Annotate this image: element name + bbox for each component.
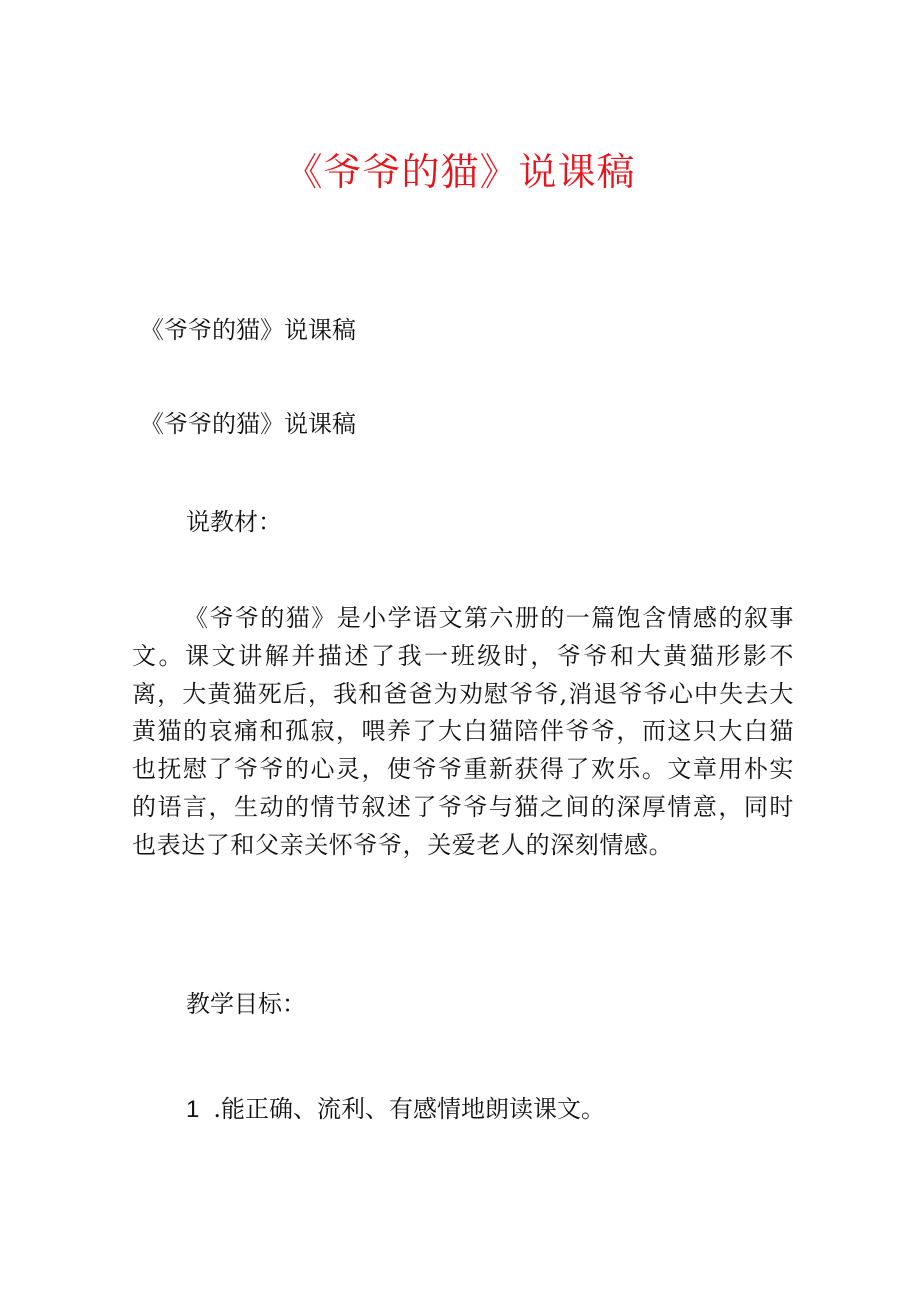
material-paragraph: 《爷爷的猫》是小学语文第六册的一篇饱含情感的叙事文。课文讲解并描述了我一班级时，爷爷和大黄猫形影不离，大黄猫死后，我和爸爸为劝慰爷爷,消退爷爷心中失去大黄猫的哀痛和孤寂，喂养了大白猫陪伴爷爷，而这只大白猫也抚慰了爷爷的心灵，使爷爷重新获得了欢乐。文章用朴实的语言，生动的情节叙述了爷爷与猫之间的深厚情意，同时也表达了和父亲关怀爷爷，关爱老人的深刻情感。 [132,604,794,859]
section-heading-material: 说教材： [186,508,282,536]
goal-item [186,1093,605,1126]
subtitle-line-2: 《爷爷的猫》说课稿 [140,410,356,438]
document-title: 《爷爷的猫》说课稿 [284,150,636,194]
goal-number: 1 [186,1096,200,1123]
subtitle-line-1: 《爷爷的猫》说课稿 [140,316,356,344]
goal-text: .能正确、流利、有感情地朗读课文。 [213,1095,605,1123]
section-heading-goals: 教学目标： [186,990,306,1018]
